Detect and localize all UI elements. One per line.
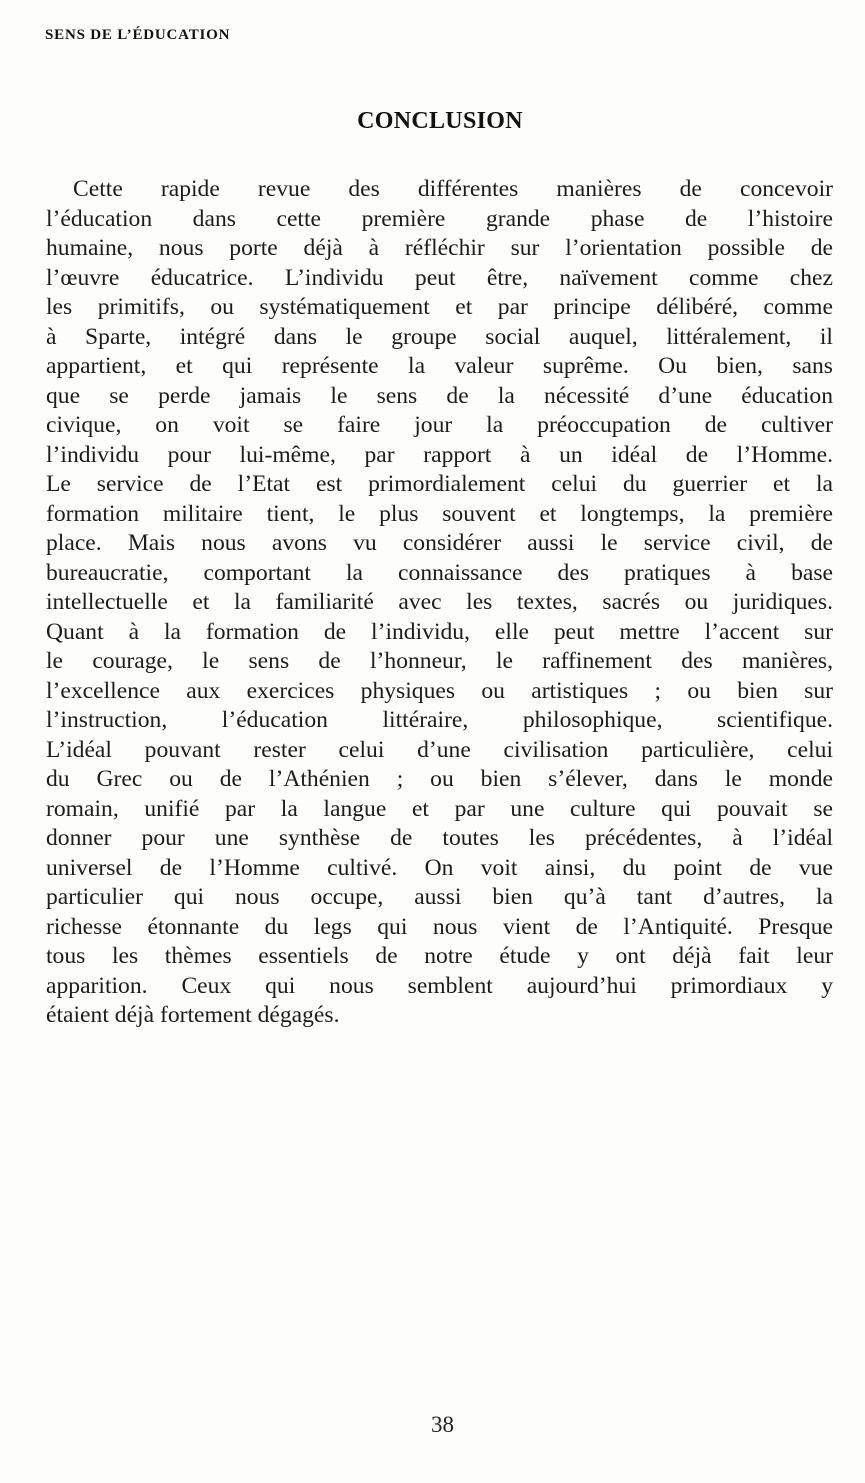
- paragraph-line: romain, unifié par la langue et par une culture qui pouvait se: [46, 795, 833, 822]
- paragraph-line: bureaucratie, comportant la connaissance des pratiques à base: [46, 559, 833, 586]
- paragraph-line: que se perde jamais le sens de la nécessité d’une éducation: [46, 382, 833, 409]
- paragraph-line: le courage, le sens de l’honneur, le raffinement des manières,: [46, 648, 833, 674]
- paragraph-line: formation militaire tient, le plus souvent et longtemps, la première: [46, 500, 833, 527]
- paragraph-line: à Sparte, intégré dans le groupe social auquel, littéralement, il: [46, 323, 833, 350]
- paragraph-line: appartient, et qui représente la valeur suprême. Ou bien, sans: [46, 353, 833, 379]
- paragraph-line: civique, on voit se faire jour la préoccupation de cultiver: [46, 412, 833, 438]
- paragraph-line: place. Mais nous avons vu considérer aussi le service civil, de: [46, 530, 833, 556]
- conclusion-paragraph: [46, 175, 833, 1031]
- paragraph-line: Quant à la formation de l’individu, elle peut mettre l’accent sur: [46, 618, 833, 645]
- paragraph-line: l’éducation dans cette première grande phase de l’histoire: [46, 205, 833, 232]
- paragraph-line: donner pour une synthèse de toutes les précédentes, à l’idéal: [46, 825, 833, 851]
- paragraph-line: l’instruction, l’éducation littéraire, philosophique, scientifique.: [46, 707, 833, 733]
- paragraph-line: particulier qui nous occupe, aussi bien qu’à tant d’autres, la: [46, 884, 833, 910]
- page-number: 38: [431, 1412, 454, 1437]
- paragraph-line: étaient déjà fortement dégagés.: [46, 1002, 340, 1028]
- chapter-title: CONCLUSION: [357, 108, 523, 134]
- paragraph-line: richesse étonnante du legs qui nous vient de l’Antiquité. Presque: [46, 913, 833, 940]
- paragraph-line: tous les thèmes essentiels de notre étude y ont déjà fait leur: [46, 943, 833, 969]
- paragraph-line: Cette rapide revue des différentes manières de concevoir: [73, 176, 833, 202]
- paragraph-line: universel de l’Homme cultivé. On voit ainsi, du point de vue: [46, 854, 833, 881]
- paragraph-line: apparition. Ceux qui nous semblent aujourd’hui primordiaux y: [46, 972, 833, 999]
- paragraph-line: humaine, nous porte déjà à réfléchir sur l’orientation possible de: [46, 235, 833, 261]
- paragraph-line: l’excellence aux exercices physiques ou artistiques ; ou bien sur: [46, 677, 833, 704]
- running-head: SENS DE L’ÉDUCATION: [45, 27, 231, 43]
- paragraph-line: du Grec ou de l’Athénien ; ou bien s’élever, dans le monde: [46, 766, 833, 792]
- paragraph-line: l’individu pour lui-même, par rapport à un idéal de l’Homme.: [46, 441, 833, 468]
- paragraph-line: L’idéal pouvant rester celui d’une civilisation particulière, celui: [46, 736, 833, 763]
- paragraph-line: Le service de l’Etat est primordialement celui du guerrier et la: [46, 471, 833, 497]
- paragraph-line: l’œuvre éducatrice. L’individu peut être, naïvement comme chez: [46, 264, 833, 291]
- paragraph-line: les primitifs, ou systématiquement et par principe délibéré, comme: [46, 294, 833, 320]
- paragraph-line: intellectuelle et la familiarité avec les textes, sacrés ou juridiques.: [46, 589, 833, 615]
